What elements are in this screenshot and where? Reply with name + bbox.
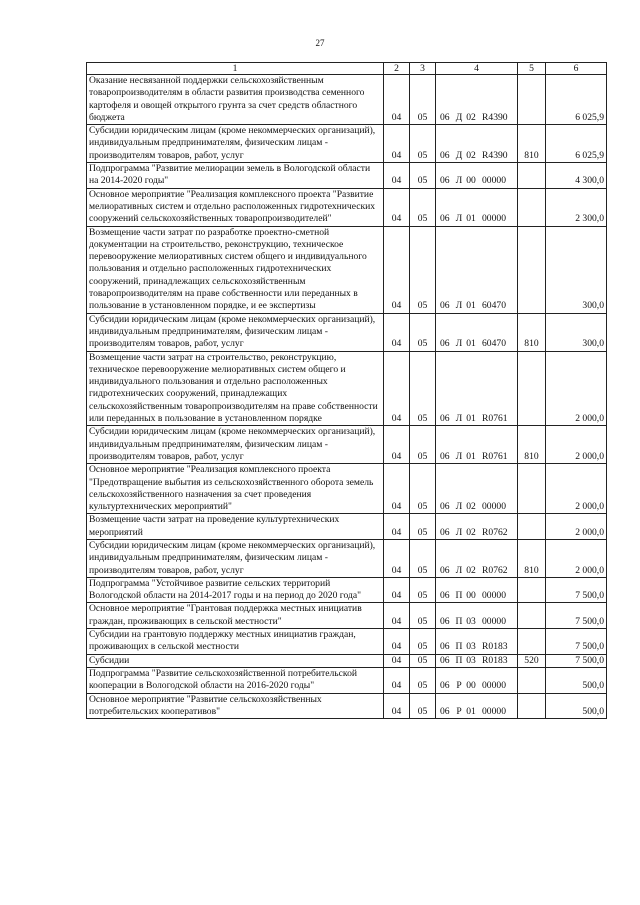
target-article-code-part: 00000 — [482, 705, 506, 717]
target-article-code-parts — [438, 590, 515, 602]
target-article-code-part: Д — [455, 149, 463, 161]
target-article-code-part: 01 — [466, 213, 476, 225]
target-article-code-part: 02 — [466, 501, 476, 513]
target-article-code — [436, 514, 518, 540]
subsection-code: 05 — [410, 464, 436, 514]
target-article-code-part: 60470 — [482, 338, 506, 350]
target-article-code-part: 03 — [466, 641, 476, 653]
amount: 300,0 — [546, 313, 607, 351]
target-article-code-parts — [438, 641, 515, 653]
subsection-code: 05 — [410, 426, 436, 464]
target-article-code-parts — [438, 680, 515, 692]
amount: 4 300,0 — [546, 163, 607, 189]
subsection-code: 05 — [410, 693, 436, 719]
subsection-code: 05 — [410, 629, 436, 655]
expense-type-code — [518, 351, 546, 426]
section-code: 04 — [384, 514, 410, 540]
table-row — [87, 464, 607, 514]
expense-type-code — [518, 514, 546, 540]
table-row — [87, 163, 607, 189]
expense-type-code: 810 — [518, 125, 546, 163]
target-article-code — [436, 313, 518, 351]
target-article-code-part: 01 — [466, 300, 476, 312]
target-article-code-part: 60470 — [482, 300, 506, 312]
target-article-code-part: 02 — [466, 564, 476, 576]
row-description: Основное мероприятие "Реализация комплексного проекта "Предотвращение выбытия из сельскохозяйственного оборота земель сельскохозяйственного назначения за счет проведения культуртехнических мероприятий" — [87, 464, 384, 514]
table-row — [87, 667, 607, 693]
target-article-code-parts — [438, 338, 515, 350]
expense-type-code — [518, 75, 546, 125]
section-code: 04 — [384, 351, 410, 426]
target-article-code — [436, 226, 518, 313]
row-description: Основное мероприятие "Грантовая поддержка местных инициатив граждан, проживающих в сельской местности" — [87, 603, 384, 629]
target-article-code — [436, 351, 518, 426]
target-article-code-part: Л — [455, 413, 463, 425]
column-header-1: 1 — [87, 63, 384, 75]
expense-type-code — [518, 188, 546, 226]
target-article-code-parts — [438, 150, 515, 162]
target-article-code-parts — [438, 213, 515, 225]
expense-type-code — [518, 163, 546, 189]
expense-type-code: 810 — [518, 539, 546, 577]
section-code: 04 — [384, 577, 410, 603]
target-article-code-part: П — [455, 590, 463, 602]
amount: 2 000,0 — [546, 351, 607, 426]
subsection-code: 05 — [410, 539, 436, 577]
table-row — [87, 426, 607, 464]
expense-type-code — [518, 629, 546, 655]
target-article-code-part: 00000 — [482, 680, 506, 692]
section-code: 04 — [384, 163, 410, 189]
amount: 2 000,0 — [546, 426, 607, 464]
section-code: 04 — [384, 75, 410, 125]
target-article-code — [436, 539, 518, 577]
target-article-code-part: 00000 — [482, 175, 506, 187]
expense-type-code: 520 — [518, 654, 546, 667]
section-code: 04 — [384, 226, 410, 313]
column-header-6: 6 — [546, 63, 607, 75]
target-article-code-part: 06 — [440, 149, 450, 161]
target-article-code-part: 06 — [440, 654, 450, 666]
target-article-code — [436, 426, 518, 464]
table-row — [87, 226, 607, 313]
amount: 300,0 — [546, 226, 607, 313]
amount: 2 000,0 — [546, 514, 607, 540]
target-article-code-part: 06 — [440, 175, 450, 187]
target-article-code-part: Л — [455, 213, 463, 225]
target-article-code — [436, 163, 518, 189]
section-code: 04 — [384, 629, 410, 655]
target-article-code-part: 06 — [440, 501, 450, 513]
row-description: Субсидии — [87, 654, 384, 667]
table-row — [87, 313, 607, 351]
expense-type-code — [518, 603, 546, 629]
target-article-code-part: 06 — [440, 450, 450, 462]
expense-type-code — [518, 464, 546, 514]
column-header-4: 4 — [436, 63, 518, 75]
row-description: Основное мероприятие "Развитие сельскохозяйственных потребительских кооперативов" — [87, 693, 384, 719]
row-description: Субсидии юридическим лицам (кроме некоммерческих организаций), индивидуальным предпринимателям, физическим лицам - производителям товаров, работ, услуг — [87, 539, 384, 577]
column-header-3: 3 — [410, 63, 436, 75]
amount: 7 500,0 — [546, 654, 607, 667]
table-row — [87, 654, 607, 667]
table-body — [87, 75, 607, 719]
target-article-code-parts — [438, 655, 515, 667]
target-article-code-part: R0183 — [482, 641, 508, 653]
target-article-code-parts — [438, 300, 515, 312]
amount: 7 500,0 — [546, 603, 607, 629]
subsection-code: 05 — [410, 667, 436, 693]
target-article-code-parts — [438, 501, 515, 513]
target-article-code-part: Л — [455, 564, 463, 576]
subsection-code: 05 — [410, 654, 436, 667]
target-article-code-part: 06 — [440, 564, 450, 576]
table-row — [87, 629, 607, 655]
target-article-code-part: Л — [455, 175, 463, 187]
section-code: 04 — [384, 188, 410, 226]
target-article-code-part: Р — [456, 680, 462, 692]
table-row — [87, 75, 607, 125]
target-article-code-part: 06 — [440, 680, 450, 692]
expense-type-code — [518, 226, 546, 313]
table-row — [87, 693, 607, 719]
subsection-code: 05 — [410, 163, 436, 189]
target-article-code-part: Л — [455, 501, 463, 513]
target-article-code — [436, 667, 518, 693]
row-description: Подпрограмма "Устойчивое развитие сельских территорий Вологодской области на 2014-2017 годы и на период до 2020 года" — [87, 577, 384, 603]
target-article-code-parts — [438, 413, 515, 425]
target-article-code-part: 01 — [466, 705, 476, 717]
subsection-code: 05 — [410, 313, 436, 351]
target-article-code — [436, 654, 518, 667]
target-article-code-part: 06 — [440, 213, 450, 225]
row-description: Субсидии юридическим лицам (кроме некоммерческих организаций), индивидуальным предпринимателям, физическим лицам - производителям товаров, работ, услуг — [87, 313, 384, 351]
target-article-code-part: 06 — [440, 641, 450, 653]
target-article-code-part: R0761 — [482, 413, 508, 425]
target-article-code-parts — [438, 451, 515, 463]
target-article-code-part: 01 — [466, 413, 476, 425]
column-header-5: 5 — [518, 63, 546, 75]
target-article-code-part: R4390 — [482, 149, 508, 161]
subsection-code: 05 — [410, 577, 436, 603]
target-article-code — [436, 629, 518, 655]
target-article-code-parts — [438, 616, 515, 628]
target-article-code-part: 01 — [466, 338, 476, 350]
row-description: Подпрограмма "Развитие сельскохозяйственной потребительской кооперации в Вологодской области на 2016-2020 годы" — [87, 667, 384, 693]
target-article-code — [436, 603, 518, 629]
subsection-code: 05 — [410, 351, 436, 426]
row-description: Возмещение части затрат по разработке проектно-сметной документации на строительство, реконструкцию, техническое перевооружение мелиоративных систем общего и индивидуального пользования и отдельно расположенных гидротехнических сооружений, принадлежащих сельскохозяйственным товаропроизводителям на праве собственности или переданных в пользование в установленном порядке, и ее экспертизы — [87, 226, 384, 313]
target-article-code — [436, 693, 518, 719]
subsection-code: 05 — [410, 75, 436, 125]
target-article-code-parts — [438, 706, 515, 718]
expense-type-code: 810 — [518, 426, 546, 464]
subsection-code: 05 — [410, 188, 436, 226]
table-row — [87, 188, 607, 226]
row-description: Субсидии юридическим лицам (кроме некоммерческих организаций), индивидуальным предпринимателям, физическим лицам - производителям товаров, работ, услуг — [87, 125, 384, 163]
amount: 500,0 — [546, 667, 607, 693]
section-code: 04 — [384, 539, 410, 577]
target-article-code-part: 06 — [440, 338, 450, 350]
target-article-code — [436, 577, 518, 603]
target-article-code-parts — [438, 175, 515, 187]
row-description: Субсидии на грантовую поддержку местных инициатив граждан, проживающих в сельской местности — [87, 629, 384, 655]
expense-type-code — [518, 577, 546, 603]
section-code: 04 — [384, 125, 410, 163]
amount: 7 500,0 — [546, 577, 607, 603]
page-number: 27 — [315, 38, 325, 48]
target-article-code-part: R0762 — [482, 526, 508, 538]
amount: 2 000,0 — [546, 464, 607, 514]
subsection-code: 05 — [410, 125, 436, 163]
target-article-code-part: 06 — [440, 615, 450, 627]
expense-type-code: 810 — [518, 313, 546, 351]
target-article-code — [436, 188, 518, 226]
section-code: 04 — [384, 464, 410, 514]
section-code: 04 — [384, 693, 410, 719]
target-article-code-part: 00000 — [482, 501, 506, 513]
table-row — [87, 351, 607, 426]
target-article-code-part: R0762 — [482, 564, 508, 576]
target-article-code-part: 02 — [466, 111, 476, 123]
target-article-code-part: 00000 — [482, 615, 506, 627]
target-article-code-part: 00 — [466, 175, 476, 187]
target-article-code-part: 02 — [466, 526, 476, 538]
target-article-code-part: 06 — [440, 705, 450, 717]
target-article-code-part: 01 — [466, 450, 476, 462]
target-article-code-part: П — [455, 654, 463, 666]
target-article-code-part: 06 — [440, 590, 450, 602]
target-article-code-parts — [438, 565, 515, 577]
target-article-code-parts — [438, 112, 515, 124]
column-header-2: 2 — [384, 63, 410, 75]
target-article-code-part: 06 — [440, 111, 450, 123]
target-article-code-part: 02 — [466, 149, 476, 161]
target-article-code — [436, 75, 518, 125]
section-code: 04 — [384, 313, 410, 351]
row-description: Возмещение части затрат на строительство, реконструкцию, техническое перевооружение мелиоративных систем общего и индивидуального пользования и отдельно расположенных гидротехнических сооружений, принадлежащих сельскохозяйственным товаропроизводителям на праве собственности или переданных в пользование в установленном порядке — [87, 351, 384, 426]
table-row — [87, 603, 607, 629]
target-article-code-part: 03 — [466, 615, 476, 627]
expense-type-code — [518, 667, 546, 693]
amount: 2 300,0 — [546, 188, 607, 226]
target-article-code-part: 06 — [440, 413, 450, 425]
header-row — [87, 63, 607, 75]
target-article-code-part: Д — [455, 111, 463, 123]
target-article-code-part: П — [455, 615, 463, 627]
budget-table — [86, 62, 607, 719]
target-article-code — [436, 125, 518, 163]
table-row — [87, 125, 607, 163]
target-article-code-part: Р — [456, 705, 462, 717]
table-row — [87, 577, 607, 603]
section-code: 04 — [384, 603, 410, 629]
row-description: Подпрограмма "Развитие мелиорации земель в Вологодской области на 2014-2020 годы" — [87, 163, 384, 189]
table-row — [87, 514, 607, 540]
amount: 500,0 — [546, 693, 607, 719]
target-article-code-part: П — [455, 641, 463, 653]
target-article-code — [436, 464, 518, 514]
expense-type-code — [518, 693, 546, 719]
target-article-code-part: Л — [455, 300, 463, 312]
target-article-code-part: Л — [455, 450, 463, 462]
section-code: 04 — [384, 426, 410, 464]
amount: 7 500,0 — [546, 629, 607, 655]
target-article-code-part: R4390 — [482, 111, 508, 123]
subsection-code: 05 — [410, 226, 436, 313]
amount: 6 025,9 — [546, 75, 607, 125]
amount: 2 000,0 — [546, 539, 607, 577]
target-article-code-part: 00000 — [482, 213, 506, 225]
amount: 6 025,9 — [546, 125, 607, 163]
row-description: Возмещение части затрат на проведение культуртехнических мероприятий — [87, 514, 384, 540]
row-description: Оказание несвязанной поддержки сельскохозяйственным товаропроизводителям в области развития производства семенного картофеля и овощей открытого грунта за счет средств областного бюджета — [87, 75, 384, 125]
target-article-code-part: 00 — [466, 590, 476, 602]
target-article-code-part: 00 — [466, 680, 476, 692]
subsection-code: 05 — [410, 603, 436, 629]
target-article-code-part: R0183 — [482, 654, 508, 666]
target-article-code-part: 03 — [466, 654, 476, 666]
target-article-code-part: Л — [455, 526, 463, 538]
target-article-code-part: 00000 — [482, 590, 506, 602]
target-article-code-part: 06 — [440, 526, 450, 538]
section-code: 04 — [384, 654, 410, 667]
target-article-code-parts — [438, 527, 515, 539]
target-article-code-part: 06 — [440, 300, 450, 312]
row-description: Субсидии юридическим лицам (кроме некоммерческих организаций), индивидуальным предпринимателям, физическим лицам - производителям товаров, работ, услуг — [87, 426, 384, 464]
section-code: 04 — [384, 667, 410, 693]
target-article-code-part: R0761 — [482, 450, 508, 462]
table-row — [87, 539, 607, 577]
subsection-code: 05 — [410, 514, 436, 540]
target-article-code-part: Л — [455, 338, 463, 350]
row-description: Основное мероприятие "Реализация комплексного проекта "Развитие мелиоративных систем и отдельно расположенных гидротехнических сооружений сельскохозяйственных товаропроизводителей" — [87, 188, 384, 226]
